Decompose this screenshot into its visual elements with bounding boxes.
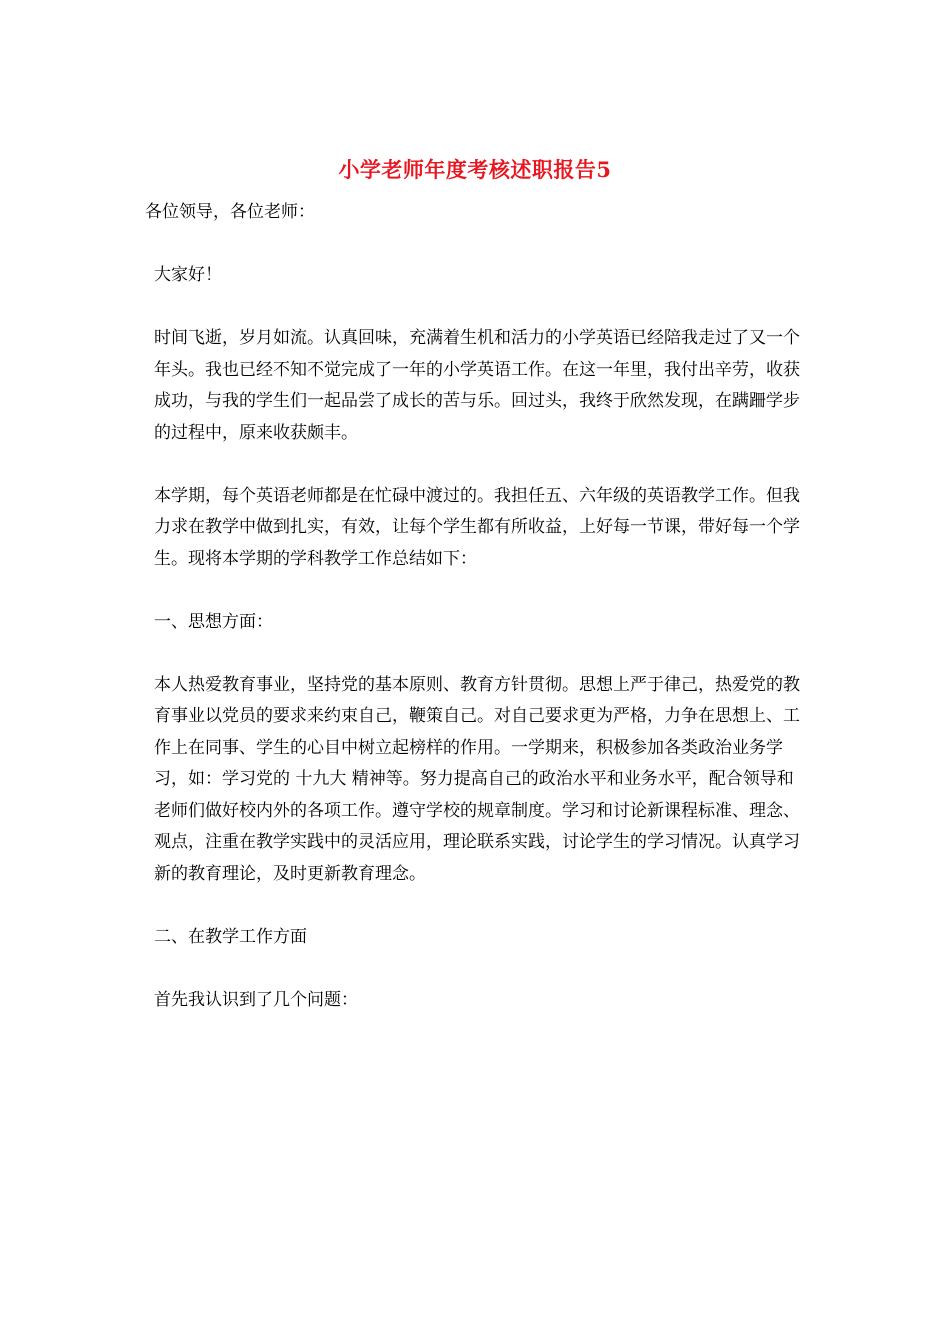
body-paragraph-ideology: 本人热爱教育事业，坚持党的基本原则、教育方针贯彻。思想上严于律己，热爱党的教育事业以党员的要求来约束自己，鞭策自己。对自己要求更为严格，力争在思想上、工作上在同事、学生的心目中树立起榜样的作用。一学期来，积极参加各类政治业务学习，如：学习党的 十九大 精神等。努力提高自己的政治水平和业务水平，配合领导和老师们做好校内外的各项工作。遵守学校的规章制度。学习和讨论新课程标准、理念、观点，注重在教学实践中的灵活应用，理论联系实践，讨论学生的学习情况。认真学习新的教育理论，及时更新教育理念。 <box>154 674 800 884</box>
paragraph-spacer <box>145 229 807 261</box>
document-title: 小学老师年度考核述职报告5 <box>338 157 612 182</box>
salutation: 各位领导，各位老师： <box>145 202 315 222</box>
paragraph-spacer <box>145 575 807 607</box>
paragraph-spacer <box>145 890 807 922</box>
paragraph-spacer <box>145 953 807 985</box>
body-paragraph-problems: 首先我认识到了几个问题： <box>154 989 358 1010</box>
section-heading-teaching: 二、在教学工作方面 <box>154 926 307 947</box>
body-paragraph-semester: 本学期，每个英语老师都是在忙碌中渡过的。我担任五、六年级的英语教学工作。但我力求在教学中做到扎实，有效，让每个学生都有所收益，上好每一节课，带好每一个学生。现将本学期的学科教学工作总结如下： <box>154 485 800 569</box>
section-heading-ideology: 一、思想方面： <box>154 611 273 632</box>
body-paragraph-intro: 时间飞逝，岁月如流。认真回味，充满着生机和活力的小学英语已经陪我走过了又一个年头。我也已经不知不觉完成了一年的小学英语工作。在这一年里，我付出辛劳，收获成功，与我的学生们一起品尝了成长的苦与乐。回过头，我终于欣然发现，在蹒跚学步的过程中，原来收获颇丰。 <box>154 328 800 443</box>
paragraph-spacer <box>145 292 807 324</box>
paragraph-spacer <box>145 449 807 481</box>
paragraph-spacer <box>145 638 807 670</box>
greeting: 大家好！ <box>154 265 222 285</box>
document-body <box>145 197 807 1016</box>
